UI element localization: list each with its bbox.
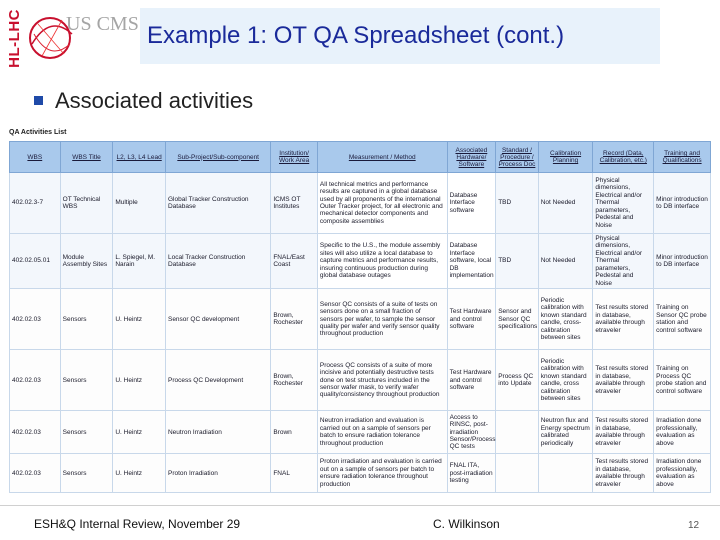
hl-lhc-logo: HL-LHC xyxy=(5,8,23,68)
table-cell: Brown xyxy=(271,411,318,454)
footer-event: ESH&Q Internal Review, November 29 xyxy=(34,517,241,531)
table-cell: 402.02.03 xyxy=(10,454,61,493)
bullet-square-icon xyxy=(34,96,43,105)
table-row xyxy=(10,411,711,454)
table-cell: Test Hardware and control software xyxy=(447,350,496,411)
table-cell: Global Tracker Construction Database xyxy=(165,173,270,234)
table-cell: Database Interface software, local DB implementation xyxy=(447,234,496,289)
logo-strip xyxy=(0,0,30,75)
col-header: Sub-Project/Sub-component xyxy=(165,142,270,173)
table-cell: Neutron flux and Energy spectrum calibrated periodically xyxy=(538,411,593,454)
bullet-text: Associated activities xyxy=(55,88,254,113)
table-cell: Sensor QC consists of a suite of tests on sensors done on a small fraction of sensors per wafer, to sample the sensor quality per wafer and verify sensor quality throughout production xyxy=(317,289,447,350)
table-cell xyxy=(538,454,593,493)
table-cell: Irradiation done professionally, evaluation as above xyxy=(654,411,711,454)
table-row xyxy=(10,173,711,234)
table-cell: Test results stored in database, available through etraveler xyxy=(593,411,654,454)
table-cell: U. Heintz xyxy=(113,454,166,493)
table-cell: Test results stored in database, available through etraveler xyxy=(593,289,654,350)
table-cell xyxy=(496,454,539,493)
page-number: 12 xyxy=(688,520,700,531)
table-cell: Not Needed xyxy=(538,234,593,289)
table-cell: 402.02.3-7 xyxy=(10,173,61,234)
qa-spreadsheet-image xyxy=(5,125,715,493)
table-cell: Local Tracker Construction Database xyxy=(165,234,270,289)
col-header: Associated Hardware/ Software xyxy=(447,142,496,173)
table-cell: Periodic calibration with known standard candle, cross calibration between sites xyxy=(538,350,593,411)
table-cell: Proton irradiation and evaluation is carried out on a sample of sensors per batch to ensure radiation tolerance throughout production xyxy=(317,454,447,493)
table-cell: Specific to the U.S., the module assembly sites will also utilize a local database to capture metrics and performance results, insuring continuous production during global database outages xyxy=(317,234,447,289)
table-cell: Access to RINSC, post-irradiation Sensor/Process QC tests xyxy=(447,411,496,454)
table-cell: Brown, Rochester xyxy=(271,289,318,350)
table-cell: Sensors xyxy=(60,350,113,411)
qa-activities-table xyxy=(9,141,711,493)
table-row xyxy=(10,289,711,350)
table-cell: 402.02.03 xyxy=(10,289,61,350)
table-cell: Test results stored in database, available through etraveler xyxy=(593,454,654,493)
table-cell: L. Spiegel, M. Narain xyxy=(113,234,166,289)
table-cell: Neutron Irradiation xyxy=(165,411,270,454)
table-caption: QA Activities List xyxy=(9,129,67,136)
table-row xyxy=(10,350,711,411)
table-cell: Process QC into Update xyxy=(496,350,539,411)
table-cell: FNAL xyxy=(271,454,318,493)
table-cell: Sensors xyxy=(60,289,113,350)
slide-title: Example 1: OT QA Spreadsheet (cont.) xyxy=(147,22,565,49)
col-header: Measurement / Method xyxy=(317,142,447,173)
table-cell: Training on Sensor QC probe station and control software xyxy=(654,289,711,350)
table-header-row xyxy=(10,142,711,173)
col-header: Standard / Procedure / Process Doc xyxy=(496,142,539,173)
col-header: Record (Data, Calibration, etc.) xyxy=(593,142,654,173)
table-cell: 402.02.03 xyxy=(10,350,61,411)
table-cell: FNAL/East Coast xyxy=(271,234,318,289)
col-header: Institution/ Work Area xyxy=(271,142,318,173)
table-cell: Irradiation done professionally, evaluation as above xyxy=(654,454,711,493)
table-cell: 402.02.03 xyxy=(10,411,61,454)
table-cell: Sensor and Sensor QC specifications xyxy=(496,289,539,350)
table-cell: Multiple xyxy=(113,173,166,234)
table-cell: Database Interface software xyxy=(447,173,496,234)
footer-divider xyxy=(0,505,720,506)
table-cell: TBD xyxy=(496,173,539,234)
table-cell: Training on Process QC probe station and control software xyxy=(654,350,711,411)
table-cell: U. Heintz xyxy=(113,411,166,454)
table-cell: OT Technical WBS xyxy=(60,173,113,234)
table-cell: U. Heintz xyxy=(113,350,166,411)
table-cell: Not Needed xyxy=(538,173,593,234)
bullet-item xyxy=(34,88,253,114)
table-cell xyxy=(496,411,539,454)
table-cell: Process QC consists of a suite of more incisive and potentially destructive tests done on test structures included in the sensor wafer mask, to verify wafer quality/consistency throughout production xyxy=(317,350,447,411)
table-cell: Physical dimensions, Electrical and/or Thermal parameters, Pedestal and Noise xyxy=(593,234,654,289)
table-cell: Physical dimensions, Electrical and/or Thermal parameters, Pedestal and Noise xyxy=(593,173,654,234)
col-header: Calibration Planning xyxy=(538,142,593,173)
table-cell: Minor introduction to DB interface xyxy=(654,173,711,234)
table-cell: 402.02.05.01 xyxy=(10,234,61,289)
table-cell: U. Heintz xyxy=(113,289,166,350)
table-cell: Sensors xyxy=(60,411,113,454)
us-cms-logo xyxy=(28,4,139,68)
col-header: L2, L3, L4 Lead xyxy=(113,142,166,173)
col-header: WBS Title xyxy=(60,142,113,173)
table-cell: Proton Irradiation xyxy=(165,454,270,493)
col-header: Training and Qualifications xyxy=(654,142,711,173)
table-cell: Sensors xyxy=(60,454,113,493)
table-cell: FNAL ITA, post-irradiation testing xyxy=(447,454,496,493)
table-row xyxy=(10,454,711,493)
table-cell: Test Hardware and control software xyxy=(447,289,496,350)
col-header: WBS xyxy=(10,142,61,173)
table-row xyxy=(10,234,711,289)
table-cell: Sensor QC development xyxy=(165,289,270,350)
table-cell: Module Assembly Sites xyxy=(60,234,113,289)
table-cell: Minor introduction to DB interface xyxy=(654,234,711,289)
table-cell: All technical metrics and performance results are captured in a global database used by all proponents of the international Outer Tracker project, for all electronic and mechanical detector components and composite assemblies xyxy=(317,173,447,234)
table-cell: Neutron irradiation and evaluation is carried out on a sample of sensors per batch to ensure radiation tolerance throughout production xyxy=(317,411,447,454)
table-cell: Periodic calibration with known standard candle, cross-calibration between sites xyxy=(538,289,593,350)
svg-text:US CMS: US CMS xyxy=(66,13,139,35)
table-cell: Brown, Rochester xyxy=(271,350,318,411)
table-cell: ICMS OT Institutes xyxy=(271,173,318,234)
footer-presenter: C. Wilkinson xyxy=(433,517,500,531)
table-cell: TBD xyxy=(496,234,539,289)
table-cell: Process QC Development xyxy=(165,350,270,411)
table-cell: Test results stored in database, available through etraveler xyxy=(593,350,654,411)
